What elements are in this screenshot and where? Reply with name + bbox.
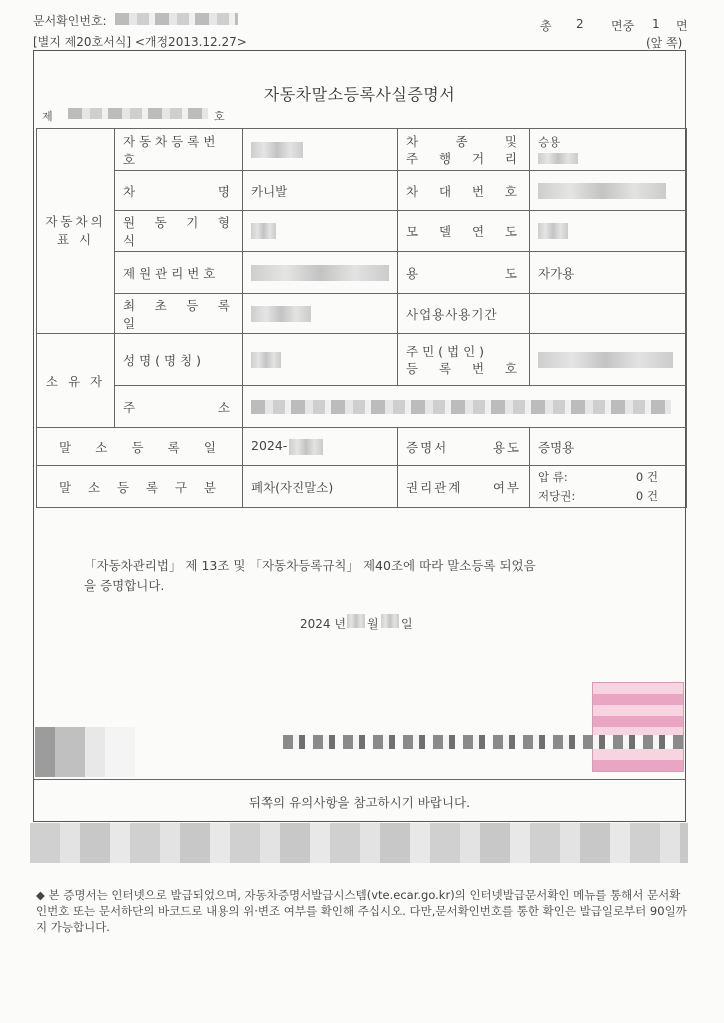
use-label: 용 도 [398,252,530,294]
cert-no-suffix: 호 [214,110,225,123]
cancel-date-label: 말 소 등 록 일 [37,428,243,466]
doc-confirm-label: 문서확인번호: [33,14,107,28]
reg-no-value [243,129,398,171]
type-value: 승용 [538,134,561,149]
spec-no-value [243,252,398,294]
type-mileage-label [398,129,530,171]
statement-line2: 을 증명합니다. [84,578,165,593]
type-mileage-value [530,129,687,171]
table-row [37,466,687,508]
cert-no-redacted [68,108,208,119]
reverse-note: 뒤쪽의 유의사항을 참고하시기 바랍니다. [248,795,471,810]
owner-name-value [243,334,398,386]
seizure-row [538,468,678,487]
spec-no-label: 제원관리번호 [115,252,243,294]
table-row [37,294,687,334]
biz-period-value [530,294,687,334]
issue-month-redacted [347,614,365,628]
reg-no-label: 자동차등록번호 [115,129,243,171]
first-reg-label: 최 초 등 록 일 [115,294,243,334]
use-value: 자가용 [530,252,687,294]
address-value [243,386,687,428]
table-row [37,428,687,466]
page-current-value: 1 [652,17,660,31]
certificate-title: 자동차말소등록사실증명서 [263,85,456,104]
vehicle-group-label: 자동차의 표 시 [37,129,115,334]
table-row [37,129,687,171]
name-value: 카니발 [243,171,398,211]
page-side: (앞 쪽) [646,36,683,50]
name-label: 차 명 [115,171,243,211]
notice-text: ◆ 본 증명서는 인터넷으로 발급되었으며, 자동차증명서발급시스템(vte.ecar.go.kr)의 인터넷발급문서확인 메뉴를 통해서 문서확인번호 또는 문서하단의 바코드로 내용의 위·변조 여부를 확인해 주십시오. 다만,문서확인번호를 통한 확인은 발급일로부터 90일까지 가능합니다. [36,888,687,934]
qr-code-redacted [35,727,135,777]
reverse-divider [33,779,686,780]
address-label: 주 소 [115,386,243,428]
id-label-line2: 등 록 번 호 [406,360,521,376]
table-row [37,386,687,428]
issue-year: 2024 년 [300,617,346,631]
cancel-type-label: 말 소 등 록 구 분 [37,466,243,508]
seizure-value: 0 건 [635,469,658,484]
owner-group-label: 소 유 자 [37,334,115,428]
rights-value [530,466,687,508]
doc-confirm-number-redacted [115,13,238,25]
mortgage-label: 저당권: [538,488,576,503]
first-reg-value [243,294,398,334]
mortgage-row [538,487,678,506]
biz-period-label: 사업용사용기간 [398,294,530,334]
issue-day-redacted [381,614,399,628]
page-of-label: 면중 [611,19,635,33]
seizure-label: 압 류: [538,469,568,484]
type-label: 차 종 및 [406,133,521,149]
table-row [37,334,687,386]
table-row [37,171,687,211]
cert-no-prefix: 제 [42,110,53,123]
vehicle-info-table [36,128,687,508]
cert-use-label: 증명서 용도 [398,428,530,466]
table-row [37,211,687,252]
mileage-label: 주 행 거 리 [406,150,521,166]
id-label-line1: 주민(법인) [406,343,489,359]
barcode-redacted [283,735,683,749]
cert-use-value: 증명용 [530,428,687,466]
bottom-barcode-redacted [30,823,688,863]
id-no-value [530,334,687,386]
mortgage-value: 0 건 [635,488,658,503]
page-suffix: 면 [676,19,688,33]
vin-label: 차 대 번 호 [398,171,530,211]
form-label: [별지 제20호서식] <개정2013.12.27> [33,35,247,49]
engine-label: 원 동 기 형 식 [115,211,243,252]
cancel-type-value: 폐차(자진말소) [243,466,398,508]
model-year-value [530,211,687,252]
official-seal-redacted [592,682,684,772]
issue-month: 월 [367,617,379,631]
model-year-label: 모 델 연 도 [398,211,530,252]
owner-name-label: 성명(명칭) [115,334,243,386]
cancel-date-value [243,428,398,466]
issue-day: 일 [401,617,413,631]
page-total-value: 2 [576,17,584,31]
page-total-label: 총 [540,19,552,33]
engine-value [243,211,398,252]
rights-label: 권리관계 여부 [398,466,530,508]
vin-value [530,171,687,211]
statement-line1: 「자동차관리법」 제 13조 및 「자동차등록규칙」 제40조에 따라 말소등록 되었음 [84,558,536,573]
mileage-value-redacted [538,150,678,166]
id-no-label [398,334,530,386]
cancel-date-prefix: 2024- [251,438,288,454]
table-row [37,252,687,294]
